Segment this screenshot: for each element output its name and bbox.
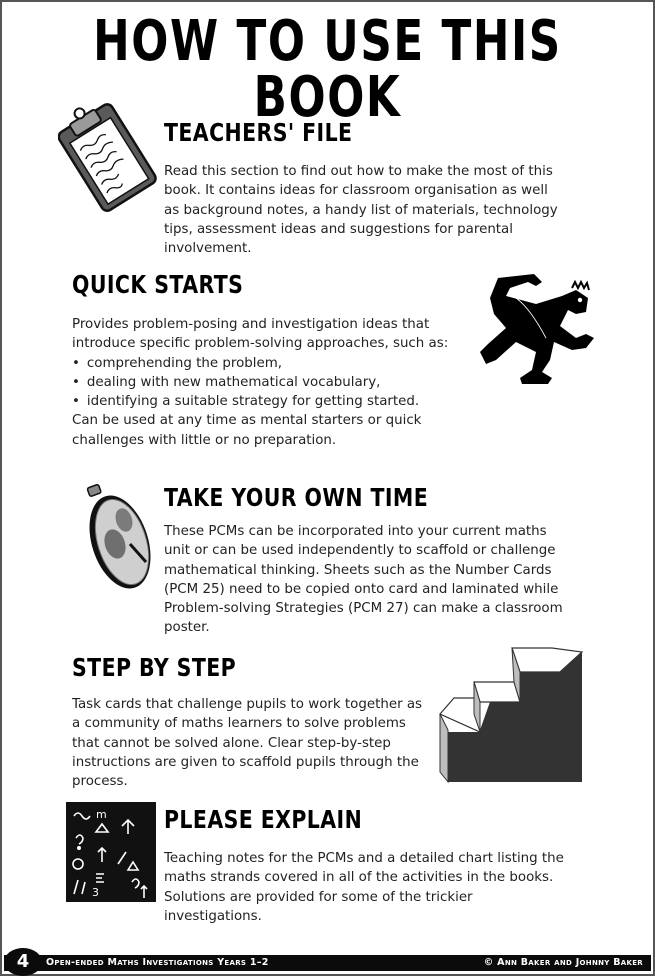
section-body-please-explain	[164, 849, 574, 926]
section-text: Task cards that challenge pupils to work together as a community of maths learners to solve problems that cannot be solved alone. Clear step-by-step instructions are given to scaffold pupils through the process.	[72, 697, 423, 790]
footer-copyright: © Ann Baker and Johnny Baker	[483, 957, 643, 968]
bullet-list	[72, 354, 472, 412]
section-heading-please-explain: PLEASE EXPLAIN	[164, 805, 363, 834]
svg-text:3: 3	[92, 886, 99, 899]
section-body-step-by-step	[72, 695, 432, 791]
page-title: HOW TO USE THIS BOOK	[93, 9, 562, 130]
section-heading-quick-starts: QUICK STARTS	[72, 270, 244, 299]
section-text: Teaching notes for the PCMs and a detailed chart listing the maths strands covered in all of the activities in the books. Solutions are provided for some of the trickier investigations.	[164, 851, 564, 924]
list-item: • dealing with new mathematical vocabulary,	[72, 373, 472, 392]
section-text: These PCMs can be incorporated into your current maths unit or can be used independently to scaffold or challenge mathematical thinking. Sheets such as the Number Cards (PCM 25) need to be copied onto card and laminated while Problem-solving Strategies (PCM 27) can make a classroom poster.	[164, 524, 563, 636]
clipboard-icon	[58, 97, 158, 217]
section-outro: Can be used at any time as mental starters or quick challenges with little or no preparation.	[72, 413, 422, 448]
footer-bar	[4, 955, 651, 971]
section-body-teachers-file	[164, 162, 564, 258]
stairs-icon	[432, 642, 592, 787]
running-man-icon	[476, 268, 611, 388]
page-number: 4	[4, 948, 42, 976]
section-heading-teachers-file: TEACHERS' FILE	[164, 118, 353, 147]
list-item: • comprehending the problem,	[72, 354, 472, 373]
footer-book-title: Open-ended Maths Investigations Years 1–2	[46, 957, 269, 968]
list-item: • identifying a suitable strategy for getting started.	[72, 392, 472, 411]
stopwatch-icon	[80, 482, 160, 597]
section-body-quick-starts	[72, 315, 472, 450]
section-body-take-your-own-time	[164, 522, 569, 638]
section-heading-take-your-own-time: TAKE YOUR OWN TIME	[164, 483, 429, 512]
chalkboard-symbols-icon	[66, 802, 156, 902]
svg-text:m: m	[96, 808, 107, 821]
section-heading-step-by-step: STEP BY STEP	[72, 653, 237, 682]
section-intro: Provides problem-posing and investigation ideas that introduce specific problem-solving approaches, such as:	[72, 317, 449, 352]
section-text: Read this section to find out how to make the most of this book. It contains ideas for classroom organisation as well as background notes, a handy list of materials, technology tips, assessment ideas and suggestions for parental involvement.	[164, 164, 558, 257]
